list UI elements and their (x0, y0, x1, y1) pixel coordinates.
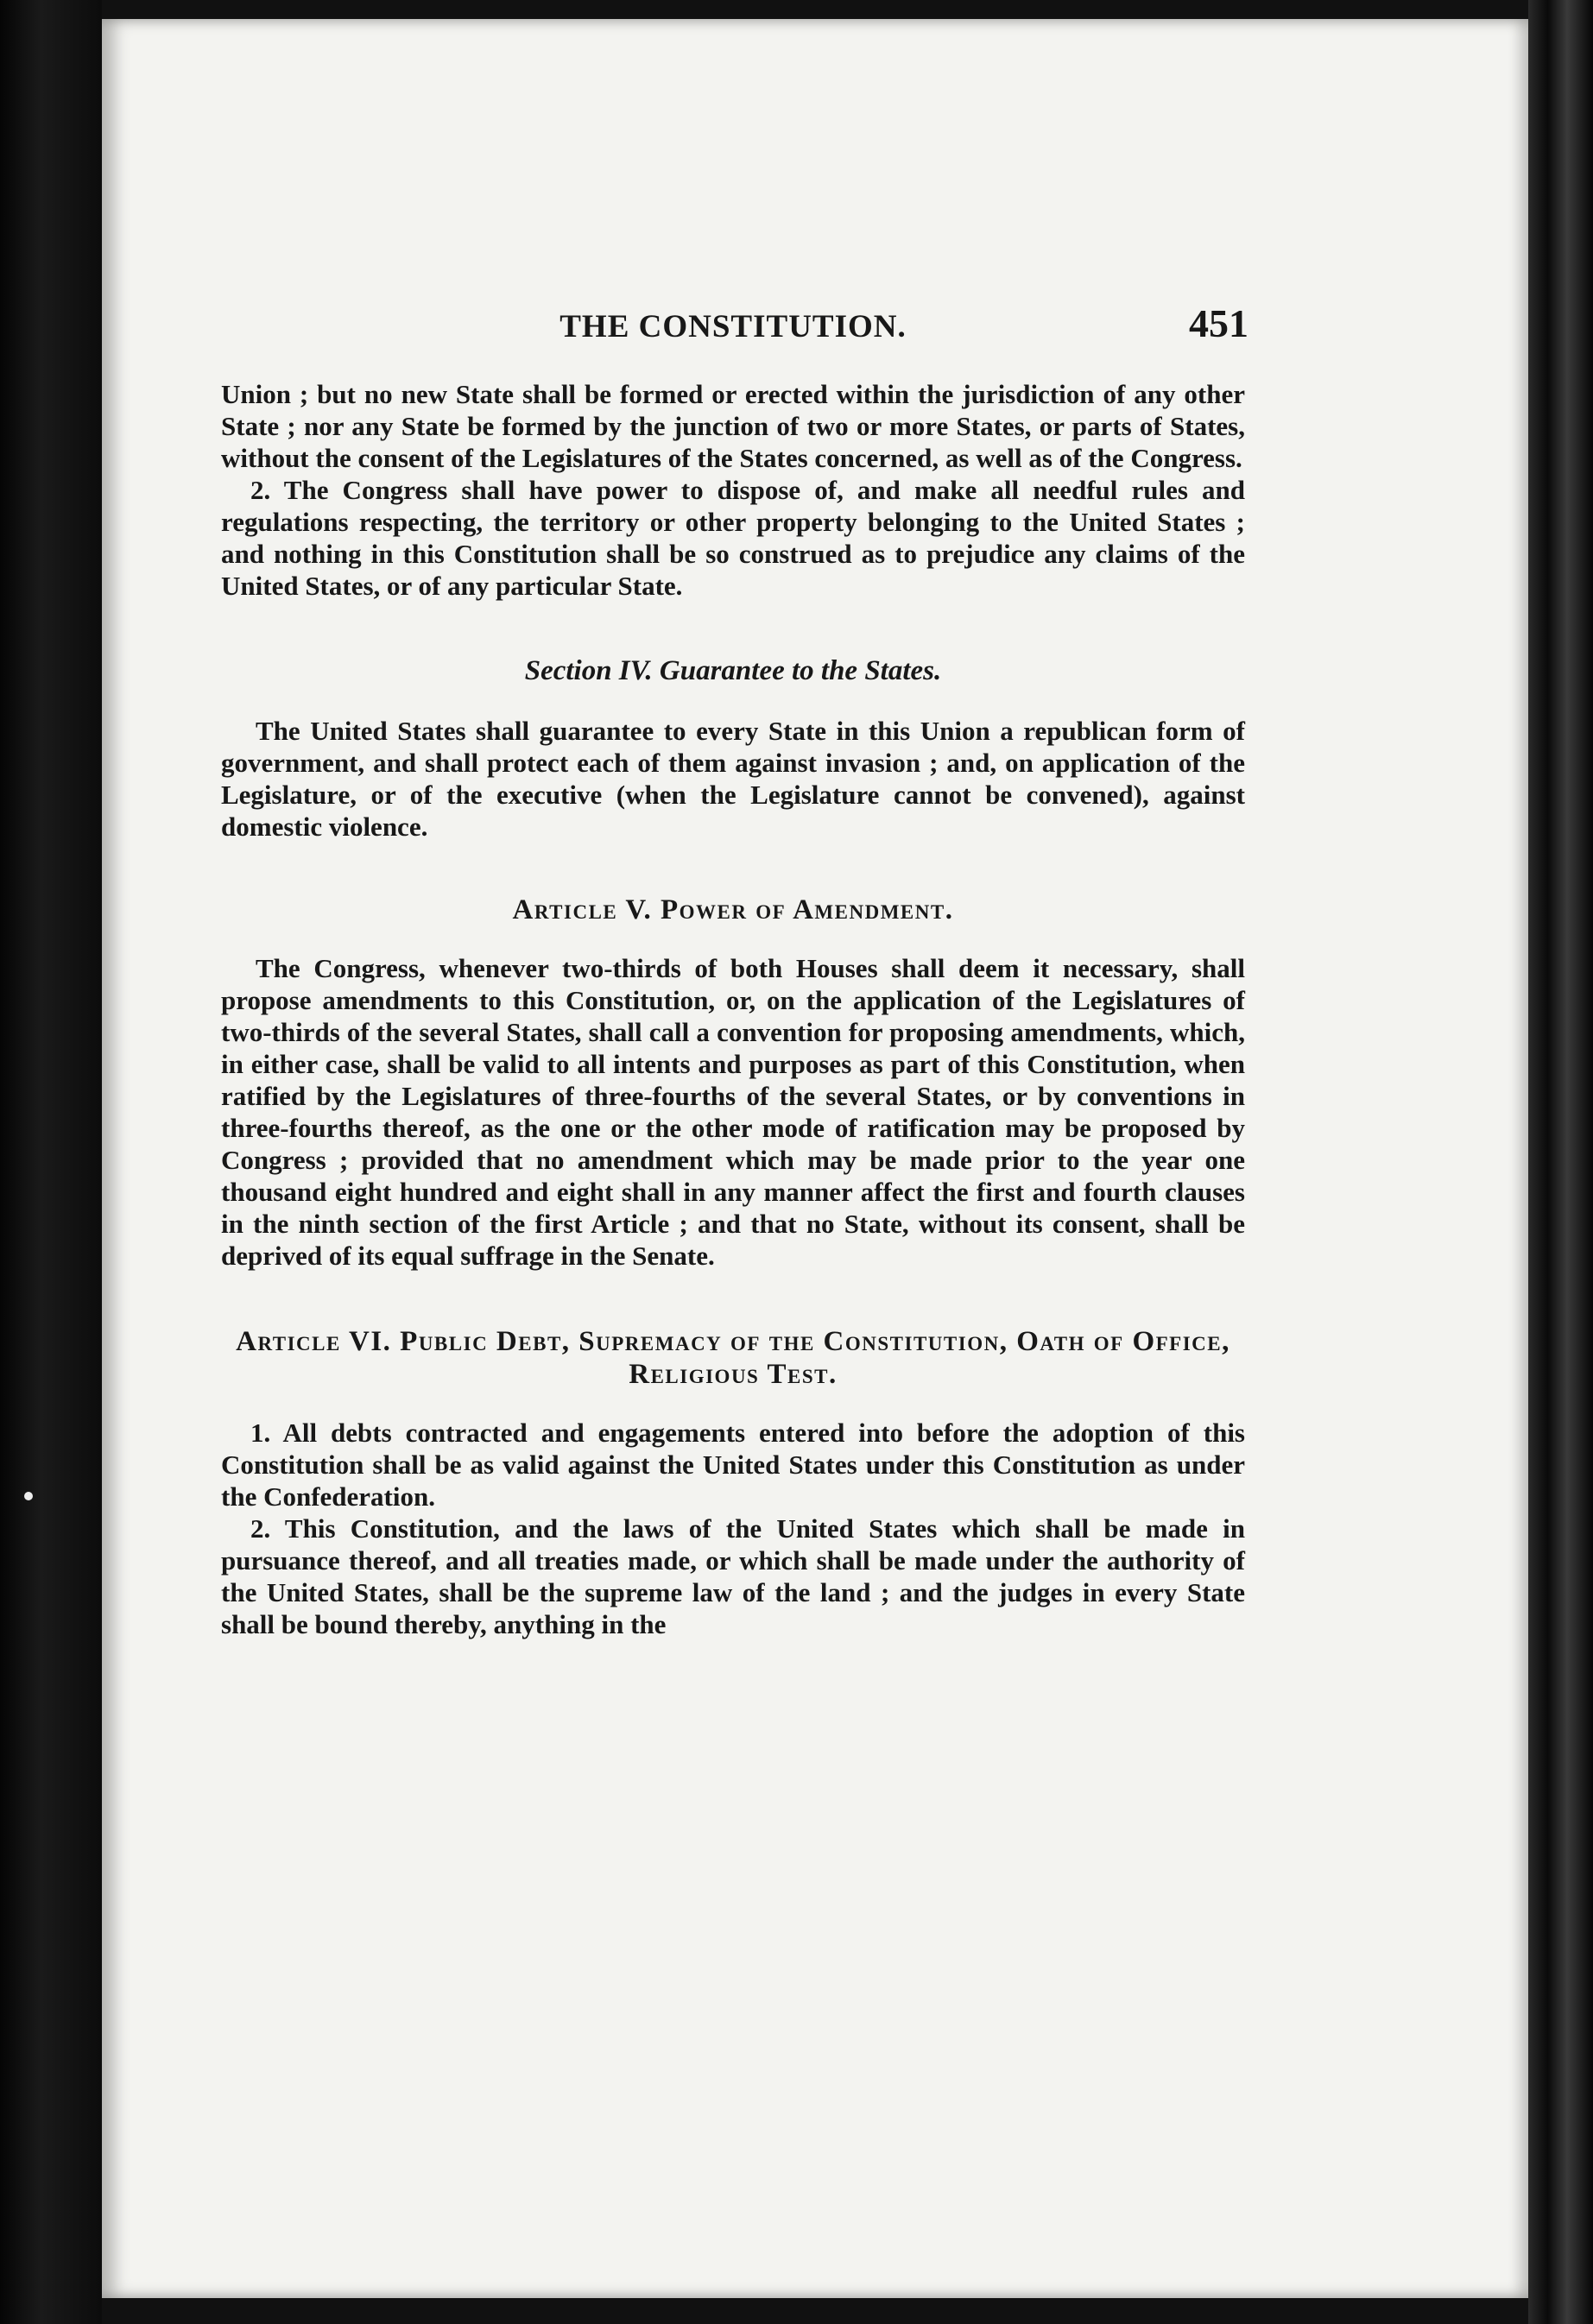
page-text (221, 301, 1248, 1640)
article-vi-clause-1: 1. All debts contracted and engagements entered into before the adoption of this Constitution shall be as valid against the United States under this Constitution as under the Confederation. (221, 1418, 1245, 1512)
continuation-paragraph: Union ; but no new State shall be formed or erected within the jurisdiction of any other State ; nor any State be formed by the junction of two or more States, or parts of States, without the consent of the Legislatures of the States concerned, as well as of the Congress. (221, 379, 1245, 473)
section-iv-heading: Section IV. Guarantee to the States. (524, 655, 942, 686)
article-v-heading: Article V. Power of Amendment. (512, 894, 954, 925)
page-number: 451 (1189, 301, 1248, 345)
article-vi-heading: Article VI. Public Debt, Supremacy of the Constitution, Oath of Office, Religious Test. (236, 1326, 1230, 1390)
article-vi-clause-2: 2. This Constitution, and the laws of the United States which shall be made in pursuance thereof, and all treaties made, or which shall be made under the authority of the United States, shall be the supreme law of the land ; and the judges in every State shall be bound thereby, anything in the (221, 1513, 1245, 1639)
right-margin-strip (1528, 0, 1593, 2324)
section-iv-text: The United States shall guarantee to every State in this Union a republican form of government, and shall protect each of them against invasion ; and, on application of the Legislature, or of the executive (when the Legislature cannot be convened), against domestic violence. (221, 716, 1245, 842)
running-title: THE CONSTITUTION. (559, 309, 907, 344)
running-head (221, 301, 1248, 363)
margin-mark (24, 1492, 33, 1500)
left-margin-strip (0, 0, 102, 2324)
article-v-text: The Congress, whenever two-thirds of both Houses shall deem it necessary, shall propose amendments to this Constitution, or, on the application of the Legislatures of two-thirds of the several States, shall call a convention for proposing amendments, which, in either case, shall be valid to all intents and purposes as part of this Constitution, when ratified by the Legislatures of three-fourths of the several States, or by conventions in three-fourths thereof, as the one or the other mode of ratification may be proposed by Congress ; provided that no amendment which may be made prior to the year one thousand eight hundred and eight shall in any manner affect the first and fourth clauses in the ninth section of the first Article ; and that no State, without its consent, shall be deprived of its equal suffrage in the Senate. (221, 953, 1245, 1271)
clause-2: 2. The Congress shall have power to dispose of, and make all needful rules and regulations respecting, the territory or other property belonging to the United States ; and nothing in this Constitution shall be so construed as to prejudice any claims of the United States, or of any particular State. (221, 475, 1245, 601)
